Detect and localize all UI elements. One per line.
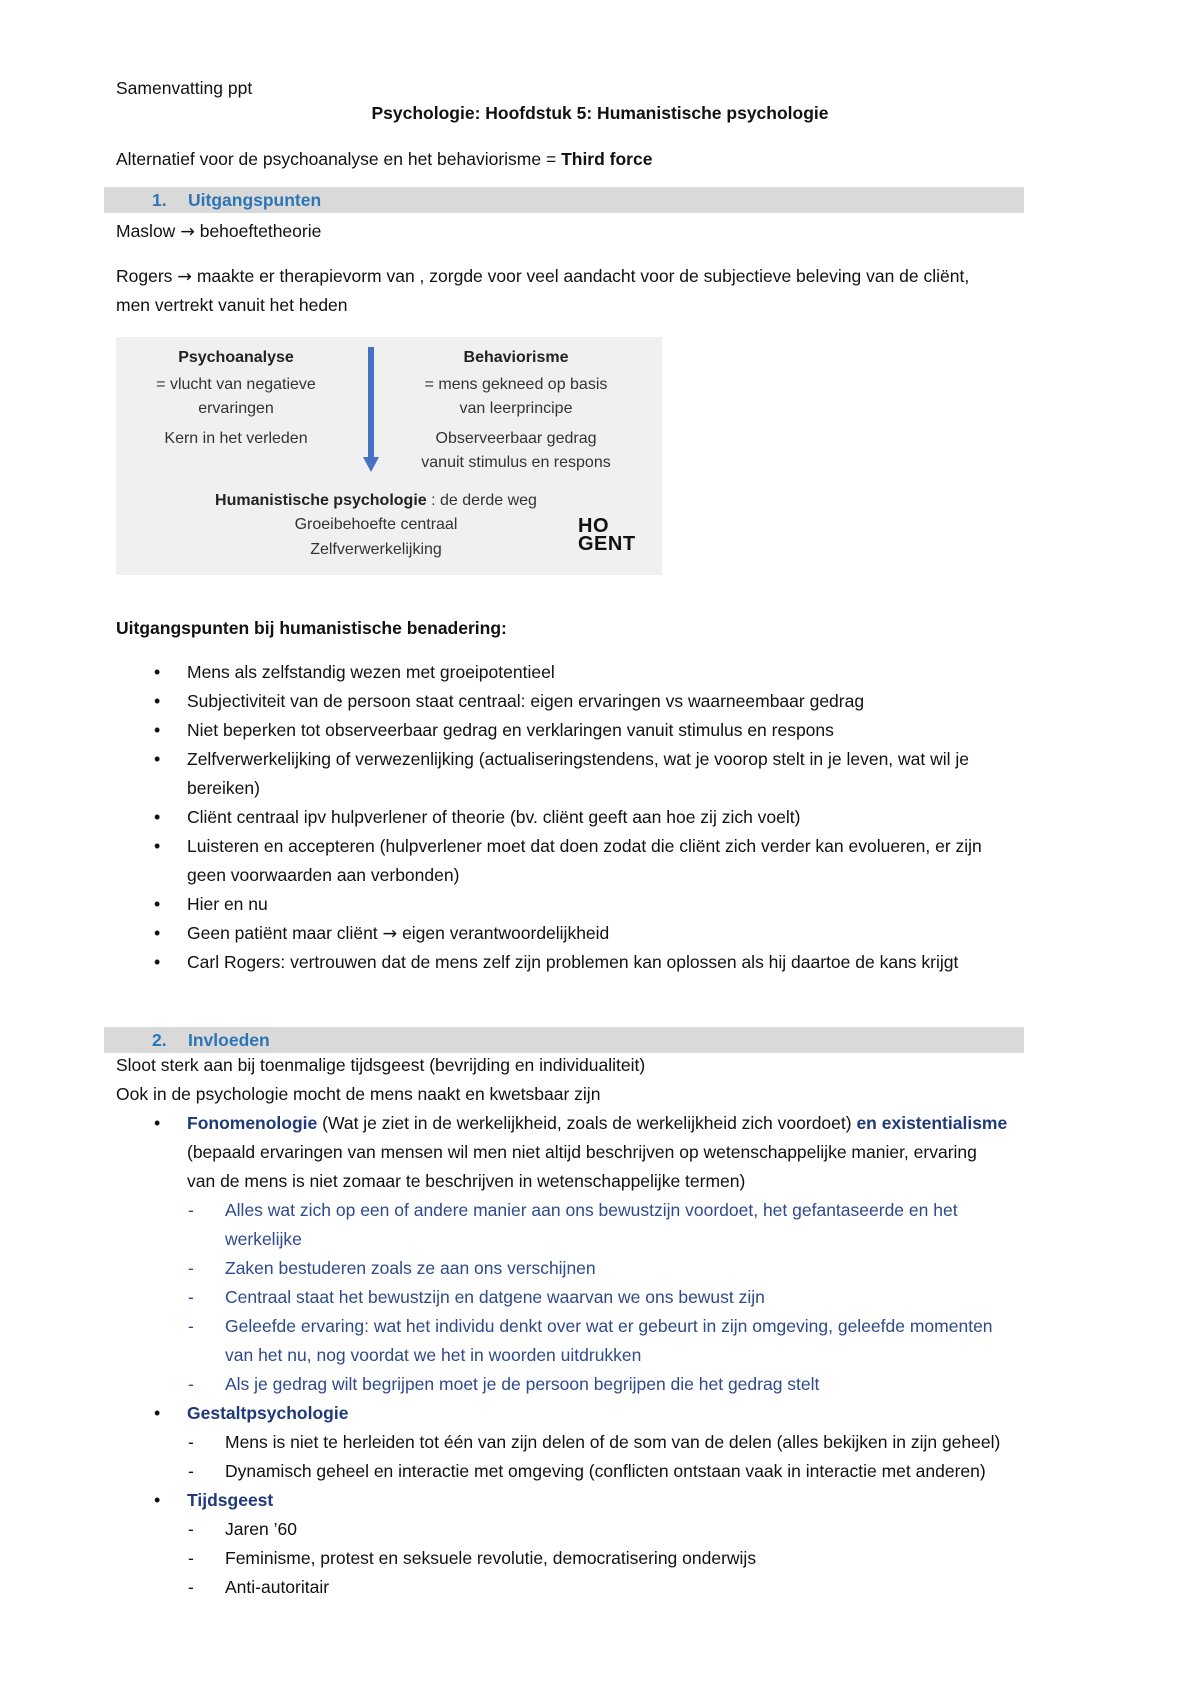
list-item: Luisteren en accepteren (hulpverlener moet dat doen zodat die cliënt zich verder kan evolueren, er zijn (187, 836, 982, 856)
dash-icon: - (188, 1432, 194, 1452)
down-arrow-icon (361, 347, 381, 473)
list-item: Subjectiviteit van de persoon staat centraal: eigen ervaringen vs waarneembaar gedrag (187, 691, 865, 711)
section-2-title: Invloeden (188, 1030, 270, 1050)
diagram-left-title: Psychoanalyse (178, 349, 294, 366)
sub-item: Mens is niet te herleiden tot één van zijn delen of de som van de delen (alles bekijken in zijn geheel) (225, 1432, 1001, 1452)
list-item: Zelfverwerkelijking of verwezenlijking (actualiseringstendens, wat je voorop stelt in je leven, wat wil je (187, 749, 970, 769)
rogers-prefix: Rogers (116, 266, 178, 286)
diagram-right-line3: Observeerbaar gedrag (435, 430, 597, 447)
dash-icon: - (188, 1200, 194, 1220)
list-item-continuation: geen voorwaarden aan verbonden) (187, 865, 460, 885)
sub-item: Centraal staat het bewustzijn en datgene waarvan we ons bewust zijn (225, 1287, 765, 1307)
bullet-icon: • (154, 749, 161, 769)
sub-item: Feminisme, protest en seksuele revolutie, democratisering onderwijs (225, 1548, 757, 1568)
sub-item: Zaken bestuderen zoals ze aan ons verschijnen (225, 1258, 596, 1278)
diagram-bottom-line1 (176, 491, 576, 511)
bullet-icon: • (154, 1490, 161, 1510)
fenom-line-1 (187, 1112, 1007, 1134)
list-item-text: eigen verantwoordelijkheid (397, 923, 610, 943)
arrow-right-icon: → (180, 222, 195, 242)
page-title: Psychologie: Hoofdstuk 5: Humanistische psychologie (371, 103, 829, 123)
bullet-icon: • (154, 923, 161, 943)
dash-icon: - (188, 1287, 194, 1307)
arrow-right-icon: → (177, 267, 192, 287)
intro-text (116, 148, 652, 170)
list-item-text: Geen patiënt maar cliënt (187, 923, 383, 943)
sub-item: Alles wat zich op een of andere manier aan ons bewustzijn voordoet, het gefantaseerde en het (225, 1200, 958, 1220)
section-1-title: Uitgangspunten (188, 190, 322, 210)
fenom-line-3: van de mens is niet zomaar te beschrijven in wetenschappelijke termen) (187, 1171, 746, 1191)
diagram-left-line3: Kern in het verleden (164, 430, 308, 447)
intro-bold: Third force (561, 149, 653, 169)
gestalt-title: Gestaltpsychologie (187, 1403, 349, 1423)
hogent-logo (578, 517, 636, 553)
dash-icon: - (188, 1577, 194, 1597)
logo-line-1: HO (578, 515, 609, 537)
sub-item-continuation: werkelijke (225, 1229, 302, 1249)
diagram-left-line2: ervaringen (198, 400, 274, 417)
sub-item: Als je gedrag wilt begrijpen moet je de persoon begrijpen die het gedrag stelt (225, 1374, 820, 1394)
list-item: Cliënt centraal ipv hulpverlener of theorie (bv. cliënt geeft aan hoe zij zich voelt) (187, 807, 801, 827)
section-2-heading (104, 1027, 1024, 1053)
dash-icon: - (188, 1461, 194, 1481)
list-item (187, 922, 609, 945)
bullet-icon: • (154, 807, 161, 827)
maslow-prefix: Maslow (116, 221, 181, 241)
sub-item: Dynamisch geheel en interactie met omgeving (conflicten ontstaan vaak in interactie met anderen) (225, 1461, 986, 1481)
sub-item: Jaren ’60 (225, 1519, 297, 1539)
diagram-bottom-bold: Humanistische psychologie (215, 492, 427, 509)
dash-icon: - (188, 1519, 194, 1539)
diagram-left-line1: = vlucht van negatieve (156, 376, 316, 393)
rogers-line-2: men vertrekt vanuit het heden (116, 295, 348, 315)
list-item: Hier en nu (187, 894, 268, 914)
diagram-right-line1: = mens gekneed op basis (424, 376, 608, 393)
bullet-icon: • (154, 894, 161, 914)
diagram-right-title: Behaviorisme (463, 349, 569, 366)
sub-item: Geleefde ervaring: wat het individu denkt over wat er gebeurt in zijn omgeving, geleefde momenten (225, 1316, 993, 1336)
list-item: Mens als zelfstandig wezen met groeipotentieel (187, 662, 555, 682)
bullet-icon: • (154, 836, 161, 856)
maslow-line (116, 220, 321, 243)
list-item: Niet beperken tot observeerbaar gedrag en verklaringen vanuit stimulus en respons (187, 720, 834, 740)
bullet-icon: • (154, 952, 161, 972)
bullet-icon: • (154, 691, 161, 711)
dash-icon: - (188, 1374, 194, 1394)
logo-line-2: GENT (578, 533, 636, 555)
arrow-right-icon: → (382, 924, 398, 944)
influences-line-2: Ook in de psychologie mocht de mens naakt en kwetsbaar zijn (116, 1084, 601, 1104)
bullet-icon: • (154, 1403, 161, 1423)
fenom-title-2: en existentialisme (856, 1113, 1008, 1133)
dash-icon: - (188, 1548, 194, 1568)
principles-heading: Uitgangspunten bij humanistische benadering: (116, 618, 507, 638)
fenom-title: Fonomenologie (187, 1113, 318, 1133)
sub-item-continuation: van het nu, nog voordat we het in woorden uitdrukken (225, 1345, 642, 1365)
diagram-right-line4: vanuit stimulus en respons (421, 454, 611, 471)
section-1-heading (104, 187, 1024, 213)
diagram-bottom-line2: Groeibehoefte centraal (294, 516, 458, 533)
influences-line-1: Sloot sterk aan bij toenmalige tijdsgeest (bevrijding en individualiteit) (116, 1055, 646, 1075)
dash-icon: - (188, 1258, 194, 1278)
fenom-line-2: (bepaald ervaringen van mensen wil men niet altijd beschrijven op wetenschappelijke manier, ervaring (187, 1142, 977, 1162)
section-1-number: 1. (152, 190, 167, 210)
sub-item: Anti-autoritair (225, 1577, 330, 1597)
section-2-number: 2. (152, 1030, 167, 1050)
rogers-text-1: maakte er therapievorm van , zorgde voor veel aandacht voor de subjectieve beleving van de cliënt, (191, 266, 970, 286)
bullet-icon: • (154, 1113, 161, 1133)
diagram-bottom-rest: : de derde weg (426, 492, 537, 509)
bullet-icon: • (154, 720, 161, 740)
tijdsgeest-title: Tijdsgeest (187, 1490, 274, 1510)
header-label: Samenvatting ppt (116, 78, 253, 98)
list-item-continuation: bereiken) (187, 778, 260, 798)
dash-icon: - (188, 1316, 194, 1336)
approaches-diagram (116, 337, 662, 575)
intro-prefix: Alternatief voor de psychoanalyse en het behaviorisme = (116, 149, 562, 169)
bullet-icon: • (154, 662, 161, 682)
maslow-suffix: behoeftetheorie (194, 221, 322, 241)
fenom-rest: (Wat je ziet in de werkelijkheid, zoals de werkelijkheid zich voordoet) (317, 1113, 857, 1133)
list-item: Carl Rogers: vertrouwen dat de mens zelf zijn problemen kan oplossen als hij daartoe de kans krijgt (187, 952, 959, 972)
rogers-line-1 (116, 265, 969, 288)
diagram-right-line2: van leerprincipe (459, 400, 573, 417)
diagram-bottom-line3: Zelfverwerkelijking (310, 541, 442, 558)
